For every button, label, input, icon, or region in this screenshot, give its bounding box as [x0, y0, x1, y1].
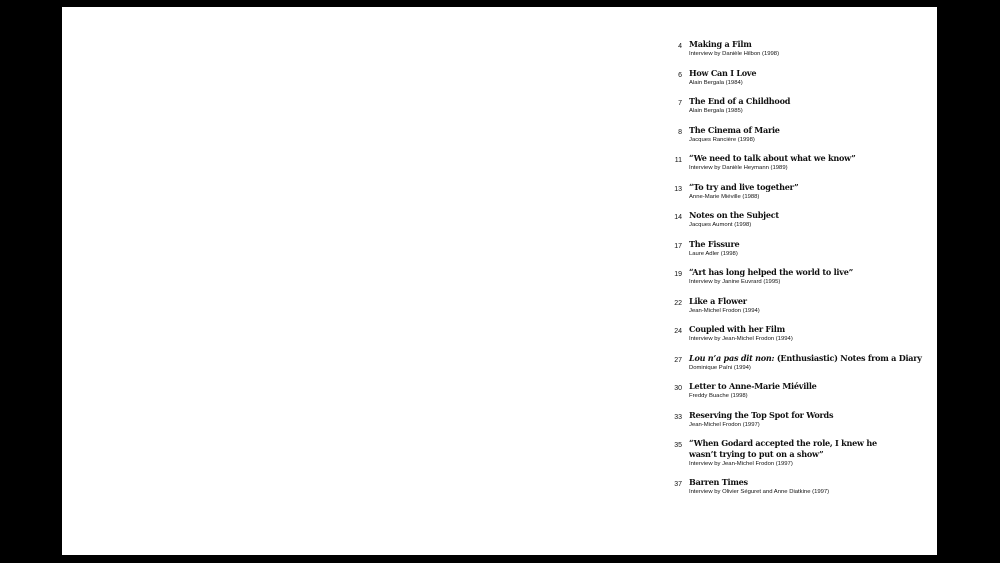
toc-title-italic: Lou n’a pas dit non: [689, 352, 775, 363]
toc-entry[interactable] [664, 324, 904, 343]
toc-page-number: 35 [674, 442, 682, 449]
toc-byline: Jean-Michel Frodon (1994) [689, 307, 760, 314]
toc-title: How Can I Love [689, 67, 757, 78]
toc-entry[interactable] [664, 267, 904, 286]
toc-entry[interactable] [664, 96, 904, 115]
toc-page-number: 24 [674, 328, 682, 335]
toc-entry[interactable] [664, 39, 904, 58]
toc-byline: Interview by Olivier Séguret and Anne Diatkine (1997) [689, 489, 830, 495]
toc-title: Letter to Anne-Marie Miéville [689, 381, 817, 391]
toc-title: The End of a Childhood [689, 96, 791, 106]
toc-page-number: 11 [674, 157, 682, 164]
toc-page-number: 7 [678, 100, 682, 107]
toc-page-number: 37 [674, 481, 682, 488]
toc-title: The Fissure [689, 238, 740, 249]
toc-byline: Jacques Rancière (1998) [689, 136, 755, 143]
toc-entry[interactable] [664, 153, 904, 172]
toc-byline: Interview by Janine Euvrard (1995) [689, 279, 781, 285]
table-of-contents [664, 39, 922, 506]
toc-title: The Cinema of Marie [689, 124, 780, 135]
document-page [62, 7, 937, 555]
toc-entry[interactable] [664, 296, 904, 315]
toc-entry[interactable] [664, 210, 904, 229]
toc-page-number: 22 [674, 299, 682, 307]
toc-title: Coupled with her Film [689, 324, 785, 334]
toc-byline: Dominique Païni (1994) [689, 364, 751, 371]
toc-title: “Art has long helped the world to live” [689, 267, 854, 277]
toc-entry[interactable] [664, 182, 904, 201]
toc-page-number: 6 [678, 71, 682, 79]
toc-byline: Jacques Aumont (1998) [689, 222, 752, 228]
toc-page-number: 4 [678, 43, 682, 50]
toc-title: Making a Film [689, 39, 752, 49]
toc-title: Like a Flower [689, 295, 747, 306]
toc-title: “We need to talk about what we know” [689, 153, 856, 163]
toc-page-number: 8 [678, 128, 682, 136]
toc-entry[interactable] [664, 125, 904, 144]
toc-title: Notes on the Subject [689, 210, 779, 220]
toc-byline: Interview by Danièle Hilbon (1998) [689, 51, 780, 57]
toc-byline: Interview by Jean-Michel Frodon (1994) [689, 336, 793, 342]
toc-entry[interactable] [664, 352, 922, 372]
toc-page-number: 14 [674, 214, 682, 221]
toc-byline: Freddy Buache (1998) [689, 393, 748, 399]
toc-title: “When Godard accepted the role, I knew he wasn’t trying to put on a show” [689, 438, 877, 459]
toc-byline: Anne-Marie Miéville (1988) [689, 193, 760, 200]
toc-title: Barren Times [689, 477, 748, 487]
toc-title-rest: (Enthusiastic) Notes from a Diary [774, 352, 922, 363]
toc-entry[interactable] [664, 438, 904, 468]
toc-byline: Interview by Jean-Michel Frodon (1997) [689, 460, 793, 467]
toc-byline: Alain Bergala (1985) [689, 108, 743, 114]
toc-page-number: 19 [674, 271, 682, 278]
toc-page-number: 13 [674, 185, 682, 193]
toc-page-number: 17 [674, 242, 682, 250]
toc-title [689, 352, 922, 364]
toc-entry[interactable] [664, 68, 904, 87]
toc-byline: Interview by Danièle Heymann (1989) [689, 165, 788, 171]
toc-entry[interactable] [664, 477, 904, 496]
toc-entry[interactable] [664, 381, 904, 400]
toc-page-number: 27 [674, 356, 682, 364]
toc-entry[interactable] [664, 239, 904, 258]
toc-byline: Alain Bergala (1984) [689, 79, 743, 86]
toc-entry[interactable] [664, 410, 904, 429]
toc-title: “To try and live together” [689, 181, 799, 192]
toc-page-number: 33 [674, 413, 682, 421]
toc-byline: Jean-Michel Frodon (1997) [689, 421, 760, 428]
toc-byline: Laure Adler (1998) [689, 250, 738, 257]
toc-title: Reserving the Top Spot for Words [689, 409, 834, 420]
toc-page-number: 30 [674, 385, 682, 392]
